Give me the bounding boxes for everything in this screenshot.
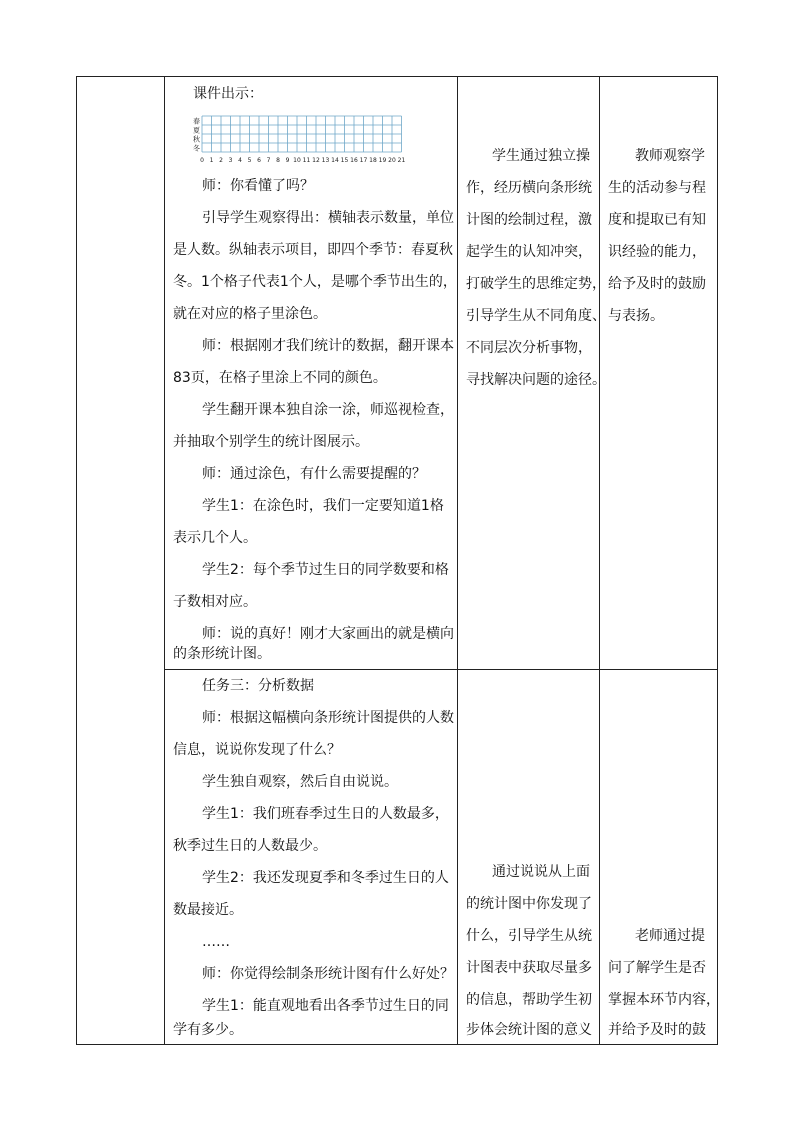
lesson-text-line: 师：根据这幅横向条形统计图提供的人数 bbox=[202, 710, 454, 726]
table-border-top bbox=[76, 76, 718, 77]
tick-label: 19 bbox=[378, 157, 387, 164]
tick-label: 7 bbox=[266, 157, 271, 164]
evaluation-line: 识经验的能力， bbox=[608, 244, 706, 260]
design-intent-line: 不同层次分析事物， bbox=[466, 340, 592, 356]
lesson-text-line: 表示几个人。 bbox=[173, 530, 257, 546]
evaluation-line: 掌握本环节内容， bbox=[608, 992, 720, 1008]
tick-label: 10 bbox=[293, 157, 301, 164]
design-intent-line: 作，经历横向条形统 bbox=[466, 180, 592, 196]
season-label: 冬 bbox=[193, 144, 200, 153]
design-intent-line: 学生通过独立操 bbox=[492, 148, 590, 164]
tick-label: 17 bbox=[359, 157, 368, 164]
lesson-text-line: 师：根据刚才我们统计的数据，翻开课本 bbox=[202, 338, 454, 354]
lesson-text-line: 学生1：在涂色时，我们一定要知道1格 bbox=[202, 498, 444, 514]
tick-label: 18 bbox=[369, 157, 377, 164]
lesson-text-line: 的条形统计图。 bbox=[173, 646, 271, 662]
design-intent-line: 的信息，帮助学生初 bbox=[466, 992, 592, 1008]
tick-label: 14 bbox=[331, 157, 339, 164]
tick-label: 16 bbox=[350, 157, 358, 164]
lesson-text-line: 学生翻开课本独自涂一涂，师巡视检查， bbox=[202, 402, 454, 418]
lesson-text-line: 学生1：我们班春季过生日的人数最多， bbox=[202, 806, 449, 822]
lesson-text-line: 数最接近。 bbox=[173, 902, 243, 918]
evaluation-line: 度和提取已有知 bbox=[608, 212, 706, 228]
season-label: 夏 bbox=[193, 126, 200, 135]
lesson-text-line: 师：你看懂了吗？ bbox=[202, 178, 314, 194]
season-label: 秋 bbox=[193, 135, 200, 144]
evaluation-line: 与表扬。 bbox=[608, 308, 664, 324]
lesson-text-line: 学生独自观察，然后自由说说。 bbox=[202, 774, 398, 790]
table-col-divider-3 bbox=[599, 76, 600, 1045]
tick-label: 2 bbox=[219, 157, 223, 164]
lesson-text-line: 师：通过涂色，有什么需要提醒的？ bbox=[202, 466, 426, 482]
tick-label: 3 bbox=[228, 157, 233, 164]
design-intent-line: 引导学生从不同角度、 bbox=[466, 308, 606, 324]
lesson-text-line: 学生1：能直观地看出各季节过生日的同 bbox=[202, 998, 449, 1014]
table-col-divider-1 bbox=[164, 76, 165, 1045]
evaluation-line: 问了解学生是否 bbox=[608, 960, 706, 976]
tick-label: 1 bbox=[209, 157, 214, 164]
evaluation-line: 生的活动参与程 bbox=[608, 180, 706, 196]
lesson-text-line: 就在对应的格子里涂色。 bbox=[173, 306, 327, 322]
table-border-left bbox=[76, 76, 77, 1045]
design-intent-line: 起学生的认知冲突， bbox=[466, 244, 592, 260]
design-intent-line: 寻找解决问题的途径。 bbox=[466, 372, 606, 388]
table-border-bottom bbox=[76, 1044, 718, 1045]
table-col-divider-2 bbox=[457, 76, 458, 1045]
design-intent-line: 打破学生的思维定势， bbox=[466, 276, 606, 292]
tick-label: 9 bbox=[285, 157, 290, 164]
evaluation-line: 教师观察学 bbox=[635, 148, 705, 164]
lesson-text-line: 学生2：每个季节过生日的同学数要和格 bbox=[202, 562, 449, 578]
lesson-text-line: 引导学生观察得出：横轴表示数量，单位 bbox=[202, 210, 454, 226]
tick-label: 6 bbox=[257, 157, 261, 164]
lesson-text-line: 学生2：我还发现夏季和冬季过生日的人 bbox=[202, 870, 449, 886]
lesson-text-line: 并抽取个别学生的统计图展示。 bbox=[173, 434, 369, 450]
tick-label: 13 bbox=[321, 157, 330, 164]
tick-label: 21 bbox=[397, 157, 406, 164]
lesson-text-line: 师：你觉得绘制条形统计图有什么好处？ bbox=[202, 966, 454, 982]
lesson-text-line: 师：说的真好！刚才大家画出的就是横向 bbox=[202, 626, 454, 642]
tick-label: 12 bbox=[312, 157, 320, 164]
design-intent-line: 通过说说从上面 bbox=[492, 864, 590, 880]
design-intent-line: 步体会统计图的意义 bbox=[466, 1022, 592, 1038]
design-intent-line: 计图表中获取尽量多 bbox=[466, 960, 592, 976]
tick-label: 5 bbox=[247, 157, 252, 164]
tick-label: 8 bbox=[276, 157, 280, 164]
lesson-text-line: 子数相对应。 bbox=[173, 594, 257, 610]
evaluation-line: 老师通过提 bbox=[635, 928, 705, 944]
tick-label: 0 bbox=[200, 157, 204, 164]
evaluation-line: 给予及时的鼓励 bbox=[608, 276, 706, 292]
tick-label: 20 bbox=[388, 157, 396, 164]
bar-chart-grid bbox=[192, 114, 422, 170]
evaluation-line: 并给予及时的鼓 bbox=[608, 1022, 706, 1038]
table-border-right bbox=[717, 76, 718, 1045]
lesson-text-line: 学有多少。 bbox=[173, 1022, 243, 1038]
table-row-divider bbox=[164, 669, 718, 670]
lesson-text-line: 任务三：分析数据 bbox=[202, 678, 314, 694]
design-intent-line: 计图的绘制过程，激 bbox=[466, 212, 592, 228]
tick-label: 11 bbox=[302, 157, 311, 164]
lesson-text-line: 秋季过生日的人数最少。 bbox=[173, 838, 327, 854]
lesson-text-line: 信息，说说你发现了什么？ bbox=[173, 742, 341, 758]
lesson-text-line: 83页，在格子里涂上不同的颜色。 bbox=[173, 370, 387, 386]
tick-label: 4 bbox=[238, 157, 242, 164]
lesson-text-line: 是人数。纵轴表示项目，即四个季节：春夏秋 bbox=[173, 242, 453, 258]
design-intent-line: 什么，引导学生从统 bbox=[466, 928, 592, 944]
tick-label: 15 bbox=[340, 157, 349, 164]
design-intent-line: 的统计图中你发现了 bbox=[466, 896, 592, 912]
lesson-text-line: …… bbox=[202, 934, 230, 950]
season-label: 春 bbox=[193, 117, 200, 126]
lesson-text-line: 冬。1个格子代表1个人，是哪个季节出生的， bbox=[173, 274, 457, 290]
courseware-heading: 课件出示： bbox=[193, 86, 263, 102]
